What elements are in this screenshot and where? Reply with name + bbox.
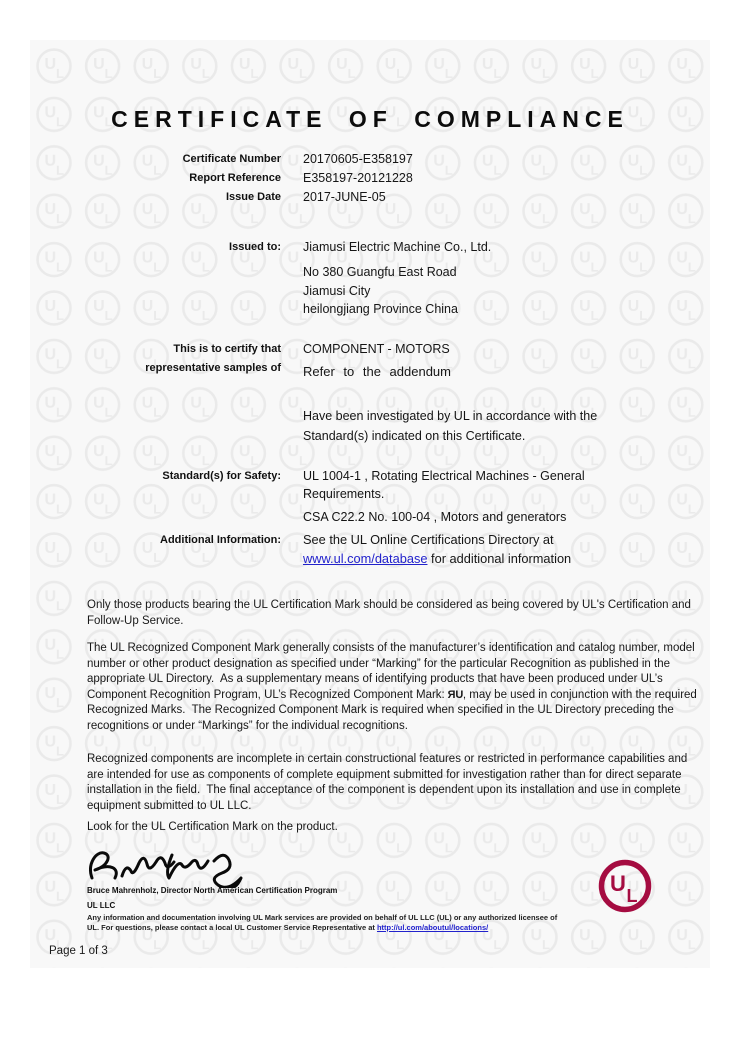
additional-info-section bbox=[0, 531, 665, 568]
header-values bbox=[303, 150, 665, 208]
company-name: Jiamusi Electric Machine Co., Ltd. bbox=[303, 240, 492, 254]
certify-values bbox=[303, 340, 665, 381]
ul-logo-l-glyph: L bbox=[626, 886, 638, 906]
additional-info-label: Additional Information: bbox=[160, 534, 281, 546]
company-address bbox=[303, 263, 665, 318]
ul-logo bbox=[596, 855, 656, 919]
report-reference-label: Report Reference bbox=[189, 172, 281, 185]
certify-section bbox=[0, 340, 665, 381]
signatory-company: UL LLC bbox=[87, 901, 116, 910]
standards-section bbox=[0, 468, 665, 533]
report-reference-value: E358197-20121228 bbox=[303, 171, 413, 186]
paragraph-recognized-mark-after: , may be used in conjunction with the required Recognized Marks. The Recognized Component Mark is required when specified in the UL Directory preceding the recognitions or under “Markings” for the individual recognitions. bbox=[87, 688, 701, 732]
paragraph-recognized-mark bbox=[87, 641, 705, 734]
certificate-number-value: 20170605-E358197 bbox=[303, 152, 413, 166]
paragraph-coverage: Only those products bearing the UL Certification Mark should be considered as being covered by UL's Certification and Follow-Up Service. bbox=[87, 599, 695, 627]
signature-icon bbox=[84, 846, 294, 888]
paragraph-look-for-mark: Look for the UL Certification Mark on the product. bbox=[87, 821, 338, 833]
page-number: Page 1 of 3 bbox=[49, 945, 108, 957]
additional-info-text-after: for additional information bbox=[427, 550, 572, 566]
issued-to-values bbox=[303, 238, 665, 318]
legal-text: Any information and documentation involving UL Mark services are provided on behalf of UL LLC (UL) or any authorized licensee of UL. For questions, please contact a local UL Customer Service Representative at bbox=[87, 913, 560, 932]
certificate-title: CERTIFICATE OF COMPLIANCE bbox=[111, 106, 629, 132]
certify-label-line1: This is to certify that bbox=[173, 343, 281, 355]
investigated-statement: Have been investigated by UL in accordance with the Standard(s) indicated on this Certificate. bbox=[303, 409, 598, 443]
legal-fine-print bbox=[87, 913, 571, 932]
standards-label: Standard(s) for Safety: bbox=[162, 470, 281, 482]
ul-database-link[interactable]: www.ul.com/database bbox=[303, 550, 428, 566]
paragraph-recognized-mark-before: The UL Recognized Component Mark generally consists of the manufacturer’s identification and catalog number, model number or other product designation as specified under “Marking” for the particular Recognition as published in the appropriate UL Directory. As a supplementary means of identifying products that have been produced under UL’s Component Recognition Program, UL’s Recognized Component Mark: bbox=[87, 642, 698, 701]
addendum-note: Refer to the addendum bbox=[303, 364, 451, 380]
paragraph-recognized-components: Recognized components are incomplete in certain constructional features or restricted in performance capabilities and are intended for use as components of complete equipment submitted for investigation rather than for direct separate installation in the field. The final acceptance of the component is dependent upon its installation and use in complete equipment submitted to UL LLC. bbox=[87, 753, 691, 812]
additional-info-value bbox=[303, 531, 665, 568]
standard-item-1: UL 1004-1 , Rotating Electrical Machines - General Requirements. bbox=[303, 469, 585, 501]
reversed-r-glyph: R bbox=[447, 688, 456, 701]
header-labels bbox=[0, 150, 281, 208]
address-line-3: heilongjiang Province China bbox=[303, 301, 458, 316]
recognized-component-mark-icon bbox=[448, 689, 463, 701]
additional-info-text-before: See the UL Online Certifications Directory at bbox=[303, 532, 558, 547]
certificate-number-label: Certificate Number bbox=[182, 153, 281, 165]
issue-date-label: Issue Date bbox=[225, 191, 281, 204]
address-line-1: No 380 Guangfu East Road bbox=[303, 265, 457, 280]
product-name: COMPONENT - MOTORS bbox=[303, 342, 450, 356]
ul-locations-link[interactable]: http://ul.com/aboutul/locations/ bbox=[376, 922, 489, 932]
certify-labels bbox=[0, 340, 281, 381]
u-glyph: U bbox=[455, 688, 463, 701]
issue-date-value: 2017-JUNE-05 bbox=[303, 190, 386, 205]
standards-values bbox=[303, 468, 665, 533]
address-line-2: Jiamusi City bbox=[303, 283, 371, 298]
issued-to-section bbox=[0, 238, 665, 318]
certify-label-line2: representative samples of bbox=[145, 362, 281, 374]
issued-to-label: Issued to: bbox=[229, 241, 281, 253]
standard-item-2: CSA C22.2 No. 100-04 , Motors and generators bbox=[303, 510, 567, 524]
header-fields bbox=[0, 150, 665, 208]
signatory-name-title: Bruce Mahrenholz, Director North American Certification Program bbox=[87, 886, 338, 895]
ul-logo-u-glyph: U bbox=[610, 871, 626, 896]
